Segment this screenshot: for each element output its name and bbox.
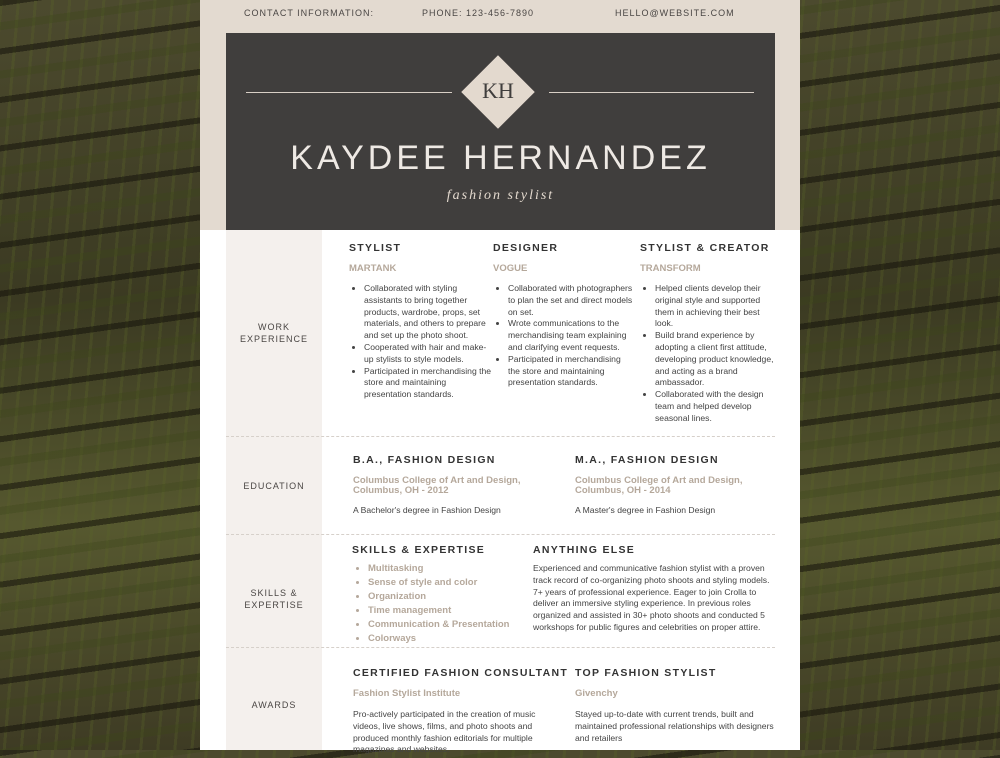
section-label: SKILLS & EXPERTISE xyxy=(244,588,304,610)
contact-phone: PHONE: 123-456-7890 xyxy=(422,8,535,18)
skills-section xyxy=(226,535,775,648)
contact-email: HELLO@WEBSITE.COM xyxy=(615,8,735,18)
award-desc: Stayed up-to-date with current trends, built and maintained professional relationships with designers and retailers xyxy=(575,709,774,743)
divider-line xyxy=(246,92,452,93)
award-title: CERTIFIED FASHION CONSULTANT xyxy=(353,667,569,679)
degree-desc: A Bachelor's degree in Fashion Design xyxy=(353,505,501,515)
job-company: MARTANK xyxy=(349,263,397,274)
award-org: Givenchy xyxy=(575,688,618,699)
header-banner xyxy=(226,33,775,230)
skills-title: SKILLS & EXPERTISE xyxy=(352,544,486,556)
resume-page xyxy=(200,0,800,755)
job-bullets: • Helped clients develop their original style and supported them in achieving their best look. • Build brand experience by adopting a client first attitude, developing product knowledge, and acting as a brand ambassador. • Collaborated with the design team and helped develop seasonal lines. xyxy=(641,283,777,425)
school: Columbus College of Art and Design, Columbus, OH - 2012 xyxy=(353,475,521,496)
anything-else-title: ANYTHING ELSE xyxy=(533,544,636,556)
education-section xyxy=(226,437,775,535)
award-org: Fashion Stylist Institute xyxy=(353,688,461,699)
candidate-role: fashion stylist xyxy=(446,188,555,203)
job-title: DESIGNER xyxy=(493,242,559,254)
job-bullets: • Collaborated with photographers to plan the set and direct models on set. • Wrote communications to the merchandising team explaining and clarifying event requests. • Participated in merchandising the store and maintaining presentation standards. xyxy=(494,283,634,389)
work-experience-section xyxy=(226,230,775,437)
degree-title: M.A., FASHION DESIGN xyxy=(575,454,719,466)
top-band xyxy=(200,0,800,230)
section-label: AWARDS xyxy=(251,700,297,710)
section-label: WORK EXPERIENCE xyxy=(239,322,309,344)
award-desc: Pro-actively participated in the creation of music videos, live shows, films, and photo shoots and produced monthly fashion editorials for multiple magazines and websites. xyxy=(353,709,536,755)
school: Columbus College of Art and Design, Columbus, OH - 2014 xyxy=(575,475,743,496)
award-title: TOP FASHION STYLIST xyxy=(575,667,717,679)
contact-label: CONTACT INFORMATION: xyxy=(244,8,374,18)
job-title: STYLIST xyxy=(349,242,402,254)
candidate-name: KAYDEE HERNANDEZ xyxy=(290,139,711,177)
job-company: TRANSFORM xyxy=(640,263,701,274)
job-title: STYLIST & CREATOR xyxy=(640,242,770,254)
section-label: EDUCATION xyxy=(243,481,305,491)
divider-line xyxy=(549,92,754,93)
awards-section xyxy=(226,648,775,758)
monogram: KH xyxy=(482,78,514,103)
job-company: VOGUE xyxy=(493,263,528,274)
job-bullets: • Collaborated with styling assistants to bring together products, wardrobe, props, set materials, and others to prepare and set up the photo shoot. • Cooperated with hair and make-up stylists to style models. • Participated in merchandising the store and maintaining presentation standards. xyxy=(350,283,492,401)
anything-else-text: Experienced and communicative fashion stylist with a proven track record of co-organizing photo shoots and styling models. 7+ years of professional experience. Eager to join Crolla to deliver an immersive styling experience. In previous roles organized and assisted in 30+ photo shoots and conducted 5 workshops for public figures and celebrities on proper attire. xyxy=(533,563,770,632)
skills-list: • Multitasking • Sense of style and color • Organization • Time management • Communication & Presentation • Colorways xyxy=(352,562,532,646)
degree-title: B.A., FASHION DESIGN xyxy=(353,454,496,466)
degree-desc: A Master's degree in Fashion Design xyxy=(575,505,716,515)
